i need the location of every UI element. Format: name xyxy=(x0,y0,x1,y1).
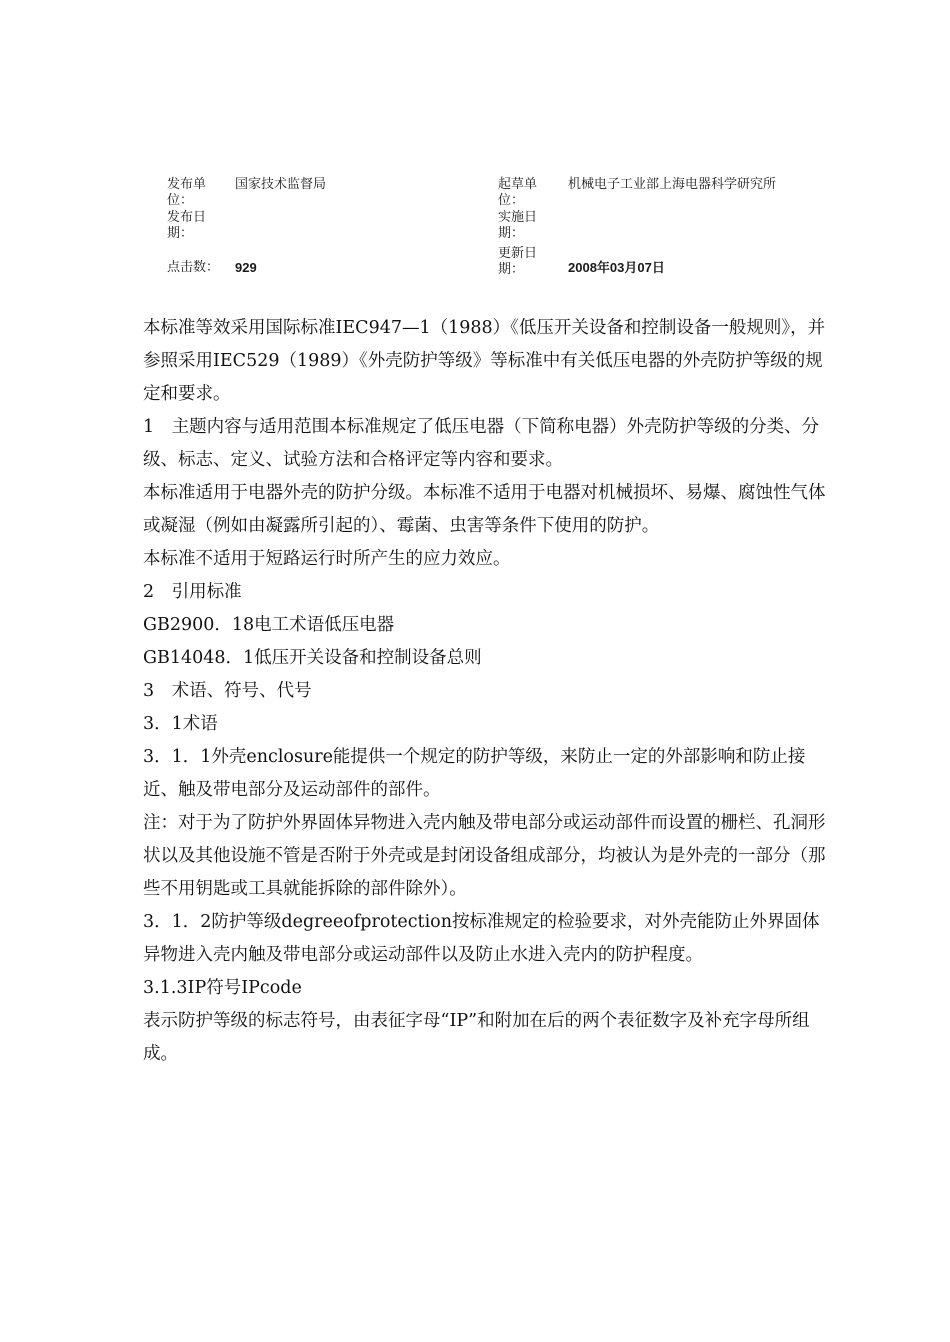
heading-ip-code: 3.1.3IP符号IPcode xyxy=(143,978,302,998)
paragraph-scope: 本标准适用于电器外壳的防护分级。本标准不适用于电器对机械损坏、易爆、腐蚀性气体或凝湿（例如由凝露所引起的）、霉菌、虫害等条件下使用的防护。 xyxy=(143,483,826,536)
heading-section-2: 2 引用标准 xyxy=(143,582,242,602)
paragraph-scope-exclusion: 本标准不适用于短路运行时所产生的应力效应。 xyxy=(143,549,511,569)
definition-degree-of-protection: 3．1．2防护等级degreeofprotection按标准规定的检验要求，对外壳能防止外界固体异物进入壳内触及带电部分或运动部件以及防止水进入壳内的防护程度。 xyxy=(143,912,820,965)
drafter-label: 起草单位： xyxy=(498,177,538,208)
definition-ip-code: 表示防护等级的标志符号，由表征字母“IP”和附加在后的两个表征数字及补充字母所组成。 xyxy=(143,1011,810,1064)
note-enclosure: 注：对于为了防护外界固体异物进入壳内触及带电部分或运动部件而设置的栅栏、孔洞形状以及其他设施不管是否附于外壳或是封闭设备组成部分，均被认为是外壳的一部分（那些不用钥匙或工具就能拆除的部件除外）。 xyxy=(143,813,826,899)
effective-date-label: 实施日期： xyxy=(498,210,538,241)
heading-section-3: 3 术语、符号、代号 xyxy=(143,681,312,701)
heading-section-3-1: 3．1术语 xyxy=(143,714,218,734)
updated-value: 2008年03月07日 xyxy=(568,260,665,275)
publisher-value: 国家技术监督局 xyxy=(235,177,327,192)
paragraph-intro: 本标准等效采用国际标准IEC947—1（1988）《低压开关设备和控制设备一般规则》，并参照采用IEC529（1989）《外壳防护等级》等标准中有关低压电器的外壳防护等级的规定和要求。 xyxy=(143,318,826,404)
document-body xyxy=(143,312,833,1071)
reference-gb14048: GB14048．1低压开关设备和控制设备总则 xyxy=(143,648,482,668)
updated-label: 更新日期： xyxy=(498,246,538,277)
publish-date-label: 发布日期： xyxy=(167,210,207,241)
paragraph-section-1: 1 主题内容与适用范围本标准规定了低压电器（下简称电器）外壳防护等级的分类、分级、标志、定义、试验方法和合格评定等内容和要求。 xyxy=(143,417,820,470)
clicks-value: 929 xyxy=(235,260,257,275)
drafter-value: 机械电子工业部上海电器科学研究所 xyxy=(568,177,777,192)
reference-gb2900: GB2900．18电工术语低压电器 xyxy=(143,615,395,635)
publisher-label: 发布单位： xyxy=(167,177,207,208)
definition-enclosure: 3．1．1外壳enclosure能提供一个规定的防护等级，来防止一定的外部影响和防止接近、触及带电部分及运动部件的部件。 xyxy=(143,747,806,800)
clicks-label: 点击数： xyxy=(167,260,220,275)
